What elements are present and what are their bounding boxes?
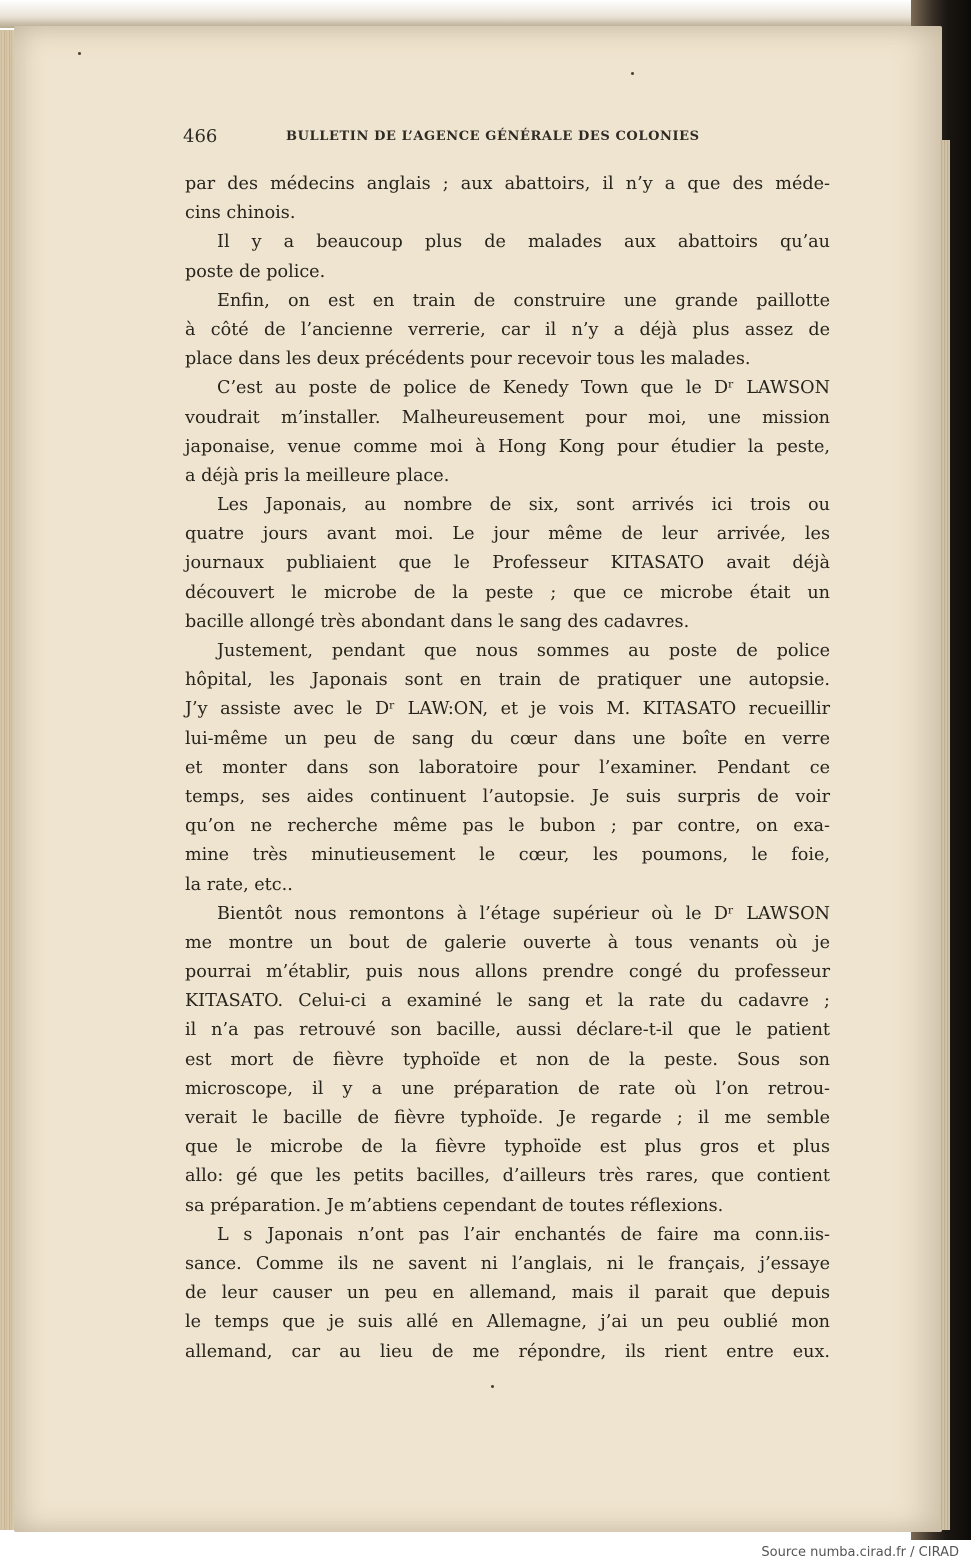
text-line: que le microbe de la fièvre typhoïde est plus gros et plus — [185, 1137, 830, 1158]
page-header — [183, 126, 833, 148]
text-line: microscope, il y a une préparation de rate où l’on retrou- — [185, 1078, 830, 1099]
text-line: le temps que je suis allé en Allemagne, j’ai un peu oublié mon — [185, 1312, 830, 1333]
speck-mark — [631, 72, 634, 75]
text-line: bacille allongé très abondant dans le sang des cadavres. — [185, 611, 690, 632]
text-line: de leur causer un peu en allemand, mais il parait que depuis — [185, 1283, 830, 1304]
text-line: allo: gé que les petits bacilles, d’ailleurs très rares, que contient — [185, 1166, 830, 1187]
text-line: cins chinois. — [185, 203, 296, 224]
body-text — [185, 170, 830, 1367]
text-line: il n’a pas retrouvé son bacille, aussi déclare-t-il que le patient — [185, 1020, 830, 1041]
text-line: Les Japonais, au nombre de six, sont arrivés ici trois ou — [217, 495, 830, 516]
text-line: à côté de l’ancienne verrerie, car il n’y a déjà plus assez de — [185, 319, 830, 340]
text-line: japonaise, venue comme moi à Hong Kong pour étudier la peste, — [185, 436, 830, 457]
page-fore-edge — [940, 140, 950, 1530]
text-line: L s Japonais n’ont pas l’air enchantés de faire ma conn.iis- — [217, 1224, 830, 1245]
text-line: poste de police. — [185, 261, 326, 282]
text-line: mine très minutieusement le cœur, les poumons, le foie, — [185, 845, 830, 866]
text-line: journaux publiaient que le Professeur KITASATO avait déjà — [185, 553, 830, 574]
text-line: et monter dans son laboratoire pour l’examiner. Pendant ce — [185, 757, 830, 778]
text-line: C’est au poste de police de Kenedy Town que le Dʳ LAWSON — [217, 378, 830, 399]
running-head: BULLETIN DE L’AGENCE GÉNÉRALE DES COLONIES — [286, 129, 700, 144]
speck-mark — [78, 52, 81, 55]
text-line: par des médecins anglais ; aux abattoirs, il n’y a que des méde- — [185, 174, 830, 194]
text-line: place dans les deux précédents pour recevoir tous les malades. — [185, 349, 751, 370]
text-line: est mort de fièvre typhoïde et non de la peste. Sous son — [185, 1049, 830, 1070]
text-line: KITASATO. Celui-ci a examiné le sang et la rate du cadavre ; — [185, 991, 830, 1012]
text-line: me montre un bout de galerie ouverte à tous venants où je — [185, 932, 830, 953]
text-line: Enfin, on est en train de construire une grande paillotte — [217, 290, 830, 311]
page-number: 466 — [183, 126, 218, 147]
speck-mark — [491, 1385, 494, 1388]
text-line: sance. Comme ils ne savent ni l’anglais, ni le français, j’essaye — [185, 1253, 830, 1274]
text-line: verait le bacille de fièvre typhoïde. Je regarde ; il me semble — [185, 1108, 830, 1128]
text-line: a déjà pris la meilleure place. — [185, 465, 450, 486]
text-line: qu’on ne recherche même pas le bubon ; par contre, on exa- — [185, 816, 830, 837]
text-line: pourrai m’établir, puis nous allons prendre congé du professeur — [185, 962, 830, 983]
text-line: la rate, etc.. — [185, 874, 293, 895]
text-line: quatre jours avant moi. Le jour même de leur arrivée, les — [185, 524, 830, 545]
text-line: Justement, pendant que nous sommes au poste de police — [217, 641, 830, 661]
text-line: lui-même un peu de sang du cœur dans une boîte en verre — [185, 728, 830, 749]
text-line: J’y assiste avec le Dʳ LAW:ON, et je vois M. KITASATO recueillir — [185, 699, 830, 720]
text-line: Bientôt nous remontons à l’étage supérieur où le Dʳ LAWSON — [217, 903, 830, 924]
source-credit: Source numba.cirad.fr / CIRAD — [761, 1545, 959, 1560]
text-line: découvert le microbe de la peste ; que ce microbe était un — [185, 582, 830, 603]
text-line: sa préparation. Je m’abtiens cependant de toutes réflexions. — [185, 1195, 724, 1216]
text-line: temps, ses aides continuent l’autopsie. Je suis surpris de voir — [185, 786, 830, 807]
text-line: Il y a beaucoup plus de malades aux abattoirs qu’au — [217, 232, 830, 253]
text-line: allemand, car au lieu de me répondre, ils rient entre eux. — [185, 1341, 830, 1362]
text-line: hôpital, les Japonais sont en train de pratiquer une autopsie. — [185, 670, 830, 691]
book-top-edge — [0, 0, 971, 28]
text-line: voudrait m’installer. Malheureusement pour moi, une mission — [185, 407, 830, 428]
